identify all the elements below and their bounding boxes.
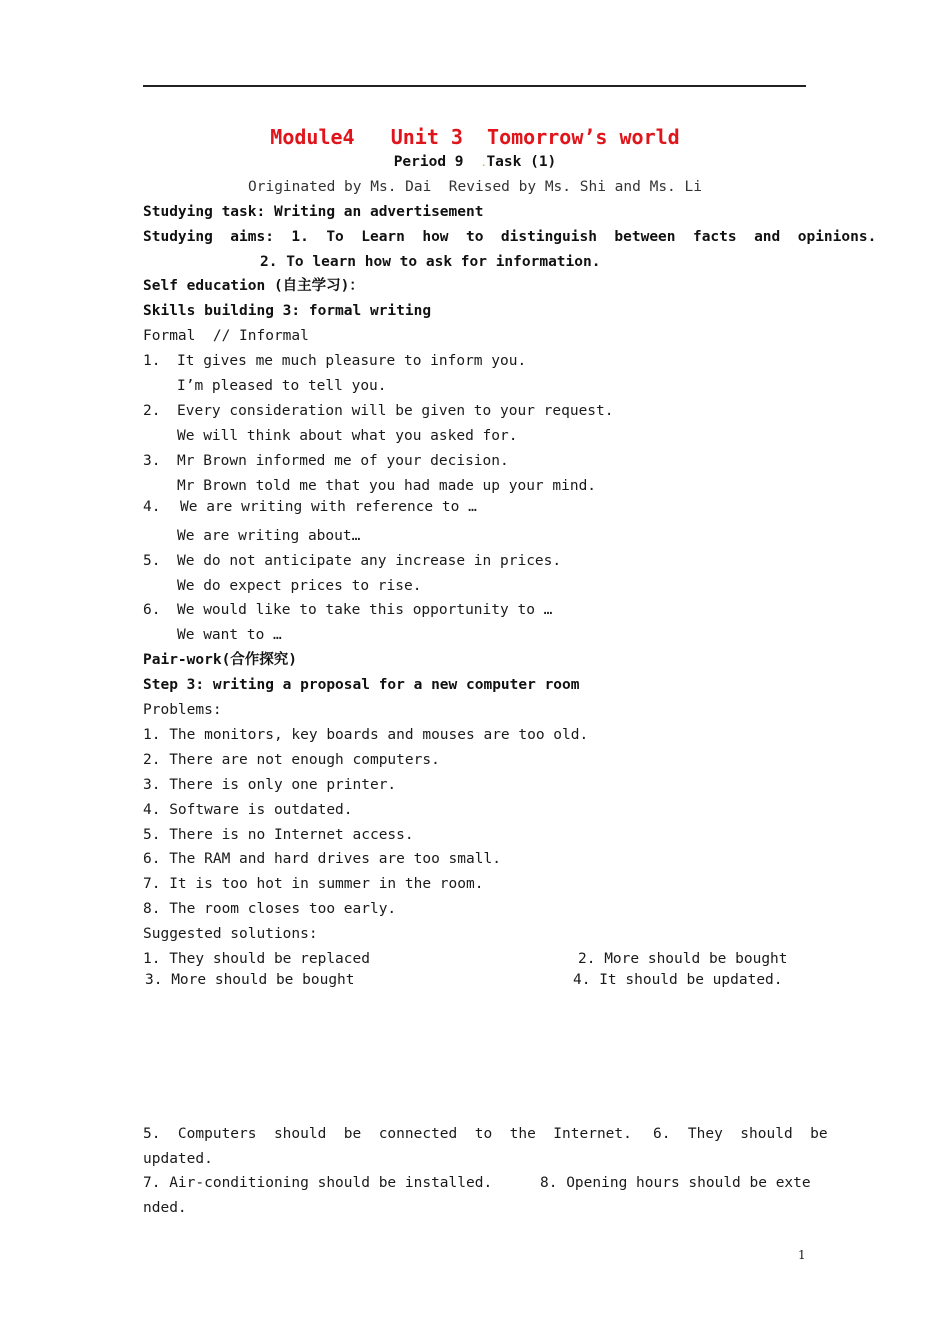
solution-item: nded. xyxy=(143,1200,187,1216)
task-label: Task (1) xyxy=(486,154,557,170)
studying-aim-1: Studying aims: 1. To Learn how to distinguish between facts and opinions. xyxy=(143,229,877,245)
formal-sentence: Every consideration will be given to your request. xyxy=(177,403,614,419)
pair-number: 6. xyxy=(143,602,161,618)
solution-item: 8. Opening hours should be exte xyxy=(540,1175,811,1191)
period-line xyxy=(0,153,950,173)
period-label: Period 9 xyxy=(393,154,482,170)
informal-sentence: We are writing about… xyxy=(177,528,361,544)
page-number: 1 xyxy=(798,1248,806,1262)
formal-informal-label: Formal // Informal xyxy=(143,328,309,344)
solution-item: 1. They should be replaced xyxy=(143,951,370,967)
problem-item: 1. The monitors, key boards and mouses are too old. xyxy=(143,727,589,743)
solution-item: 3. More should be bought xyxy=(145,972,355,988)
self-education-heading: Self education (自主学习)： xyxy=(143,278,364,294)
solutions-label: Suggested solutions: xyxy=(143,926,318,942)
pair-number: 5. xyxy=(143,553,161,569)
pair-work-heading: Pair-work(合作探究) xyxy=(143,652,298,668)
solution-item: updated. xyxy=(143,1151,213,1167)
pair-number: 2. xyxy=(143,403,161,419)
credits-line: Originated by Ms. Dai Revised by Ms. Shi and Ms. Li xyxy=(248,179,702,195)
formal-sentence: We would like to take this opportunity to … xyxy=(177,602,553,618)
problem-item: 3. There is only one printer. xyxy=(143,777,397,793)
informal-sentence: We want to … xyxy=(177,627,282,643)
page-title: Module4 Unit 3 Tomorrow’s world xyxy=(270,125,680,149)
studying-task: Studying task: Writing an advertisement xyxy=(143,204,484,220)
informal-sentence: I’m pleased to tell you. xyxy=(177,378,387,394)
skills-heading: Skills building 3: formal writing xyxy=(143,303,432,319)
problem-item: 2. There are not enough computers. xyxy=(143,752,440,768)
formal-sentence: We are writing with reference to … xyxy=(180,499,477,515)
pair-number: 4. xyxy=(143,499,161,515)
solution-item: 7. Air-conditioning should be installed. xyxy=(143,1175,493,1191)
solution-item: 2. More should be bought xyxy=(578,951,788,967)
informal-sentence: We do expect prices to rise. xyxy=(177,578,422,594)
formal-sentence: It gives me much pleasure to inform you. xyxy=(177,353,527,369)
pair-number: 3. xyxy=(143,453,161,469)
formal-sentence: Mr Brown informed me of your decision. xyxy=(177,453,509,469)
problem-item: 7. It is too hot in summer in the room. xyxy=(143,876,484,892)
problem-item: 5. There is no Internet access. xyxy=(143,827,414,843)
problems-label: Problems: xyxy=(143,702,222,718)
step-heading: Step 3: writing a proposal for a new computer room xyxy=(143,677,580,693)
solution-item: 4. It should be updated. xyxy=(573,972,783,988)
formal-sentence: We do not anticipate any increase in prices. xyxy=(177,553,562,569)
problem-item: 6. The RAM and hard drives are too small. xyxy=(143,851,501,867)
solution-item: 5. Computers should be connected to the Internet. xyxy=(143,1126,632,1142)
pair-number: 1. xyxy=(143,353,161,369)
informal-sentence: Mr Brown told me that you had made up your mind. xyxy=(177,478,597,494)
solution-item: 6. They should be xyxy=(653,1126,828,1142)
problem-item: 8. The room closes too early. xyxy=(143,901,397,917)
studying-aim-2: 2. To learn how to ask for information. xyxy=(260,254,601,270)
problem-item: 4. Software is outdated. xyxy=(143,802,353,818)
header-rule xyxy=(143,85,806,87)
informal-sentence: We will think about what you asked for. xyxy=(177,428,518,444)
marker-dot: . xyxy=(481,159,487,169)
